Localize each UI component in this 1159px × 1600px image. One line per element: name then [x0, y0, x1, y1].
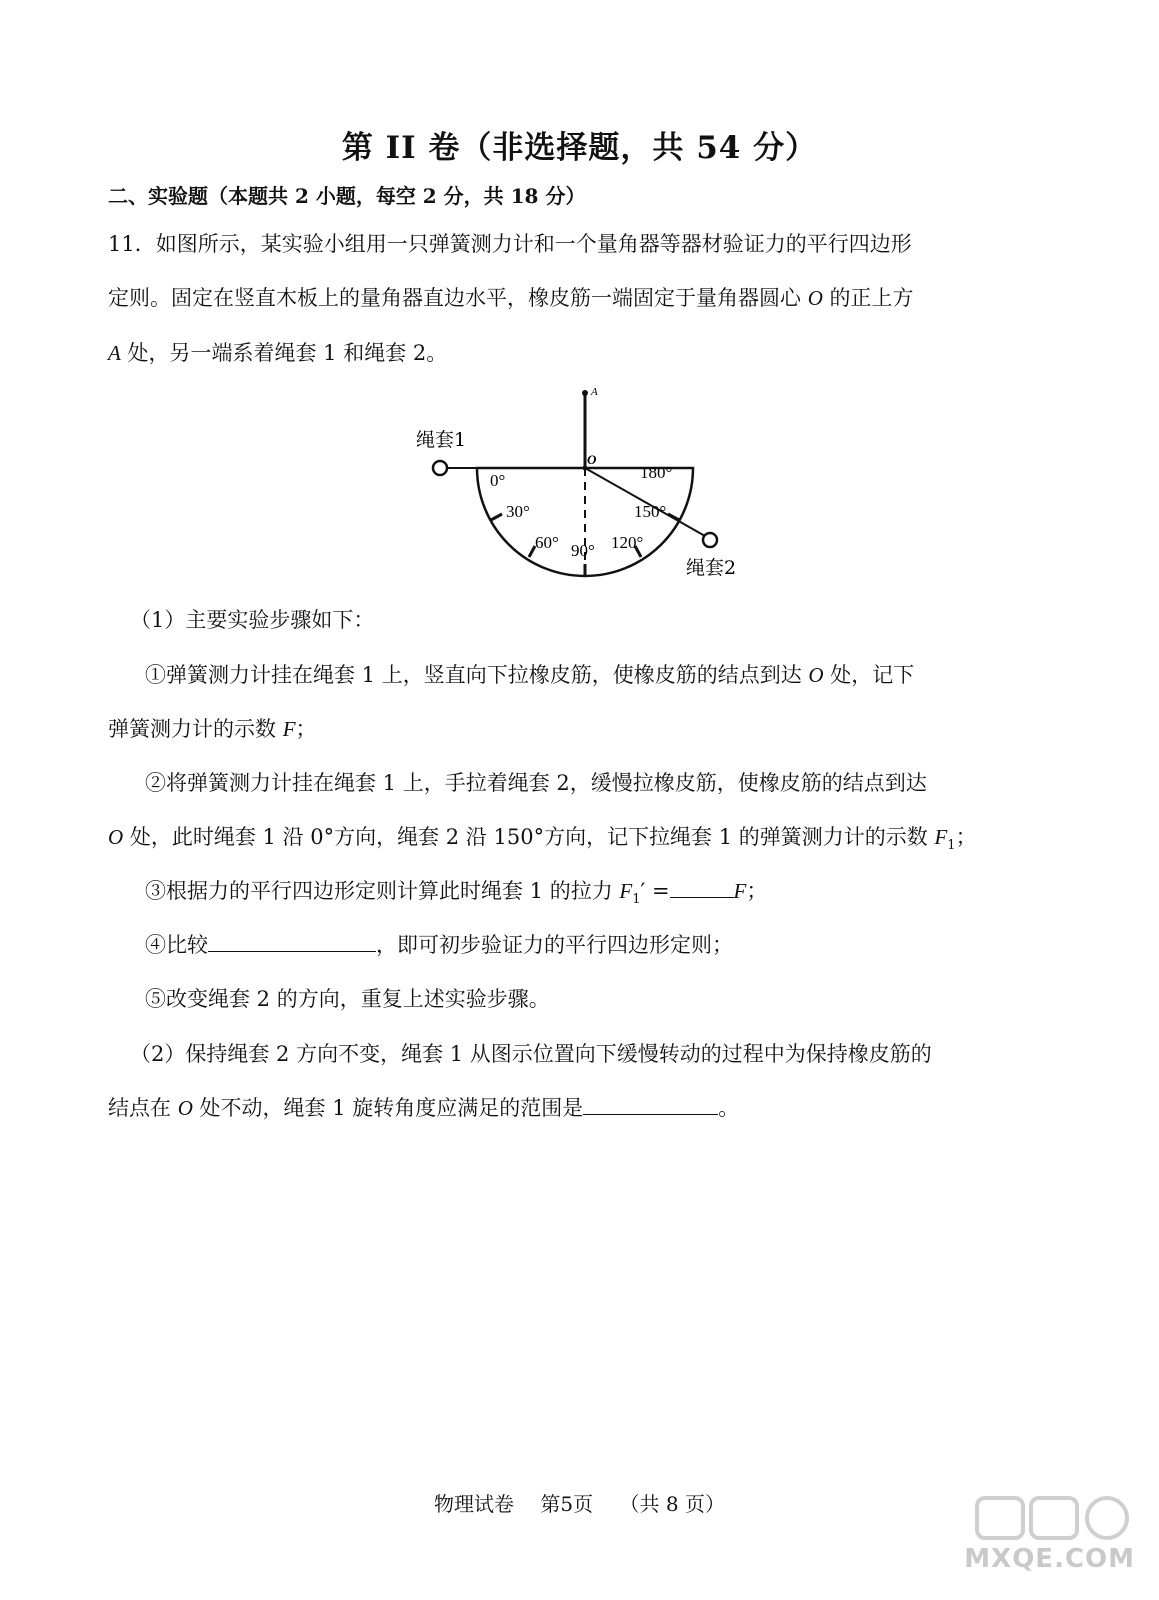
angle-label-120: 120° — [611, 533, 644, 552]
loop-1-ring — [433, 461, 447, 475]
angle-label-30: 30° — [506, 502, 530, 521]
step-3-line: ③根据力的平行四边形定则计算此时绳套 1 的拉力 $F_1' = F$； — [145, 879, 768, 908]
part-2-line-2: 结点在 O 处不动，绳套 1 旋转角度应满足的范围是 。 — [108, 1096, 740, 1120]
label-o: O — [587, 452, 597, 467]
step-1-line-2: 弹簧测力计的示数 F； — [108, 717, 317, 741]
step-2-line-2: O 处，此时绳套 1 沿 0°方向，绳套 2 沿 150°方向，记下拉绳套 1 的弹簧测力计的示数 $F_1$； — [108, 825, 977, 854]
point-a-dot — [582, 390, 588, 396]
label-a: A — [591, 386, 598, 398]
answer-blank-part-2[interactable] — [583, 1094, 718, 1115]
angle-label-90: 90° — [571, 541, 595, 560]
part-1-heading: （1）主要实验步骤如下： — [130, 608, 375, 632]
step-1-line-1: ①弹簧测力计挂在绳套 1 上，竖直向下拉橡皮筋，使橡皮筋的结点到达 O 处，记下 — [145, 663, 915, 687]
question-11-line-1: 11．如图所示，某实验小组用一只弹簧测力计和一个量角器等器材验证力的平行四边形 — [108, 232, 912, 256]
section-heading: 二、实验题（本题共 2 小题，每空 2 分，共 18 分） — [108, 184, 586, 208]
footer-subject: 物理试卷 — [434, 1492, 515, 1516]
loop-2-ring — [703, 533, 717, 547]
angle-label-180: 180° — [640, 463, 673, 482]
loop-2-label: 绳套2 — [686, 557, 737, 579]
footer-total: （共 8 页） — [619, 1492, 725, 1516]
footer-page: 第5页 — [540, 1492, 594, 1516]
tick-30 — [491, 514, 502, 520]
step-2-line-1: ②将弹簧测力计挂在绳套 1 上，手拉着绳套 2，缓慢拉橡皮筋，使橡皮筋的结点到达 — [145, 771, 927, 795]
loop-1-label: 绳套1 — [416, 429, 467, 451]
part-2-line-1: （2）保持绳套 2 方向不变，绳套 1 从图示位置向下缓慢转动的过程中为保持橡皮筋的 — [130, 1042, 932, 1066]
answer-blank-4[interactable] — [208, 931, 376, 952]
angle-label-0: 0° — [490, 471, 506, 490]
watermark-text: MXQE.COM — [964, 1544, 1135, 1574]
question-11-line-3: A 处，另一端系着绳套 1 和绳套 2。 — [108, 341, 448, 365]
question-11-line-2: 定则。固定在竖直木板上的量角器直边水平，橡皮筋一端固定于量角器圆心 O 的正上方 — [108, 286, 914, 310]
step-4-line: ④比较 ，即可初步验证力的平行四边形定则； — [145, 933, 733, 957]
protractor-diagram — [400, 378, 780, 593]
step-5-line: ⑤改变绳套 2 的方向，重复上述实验步骤。 — [145, 987, 550, 1011]
page-title: 第 II 卷（非选择题，共 54 分） — [341, 130, 818, 166]
answer-blank-3[interactable] — [670, 877, 734, 898]
angle-label-60: 60° — [535, 533, 559, 552]
angle-label-150: 150° — [634, 502, 667, 521]
